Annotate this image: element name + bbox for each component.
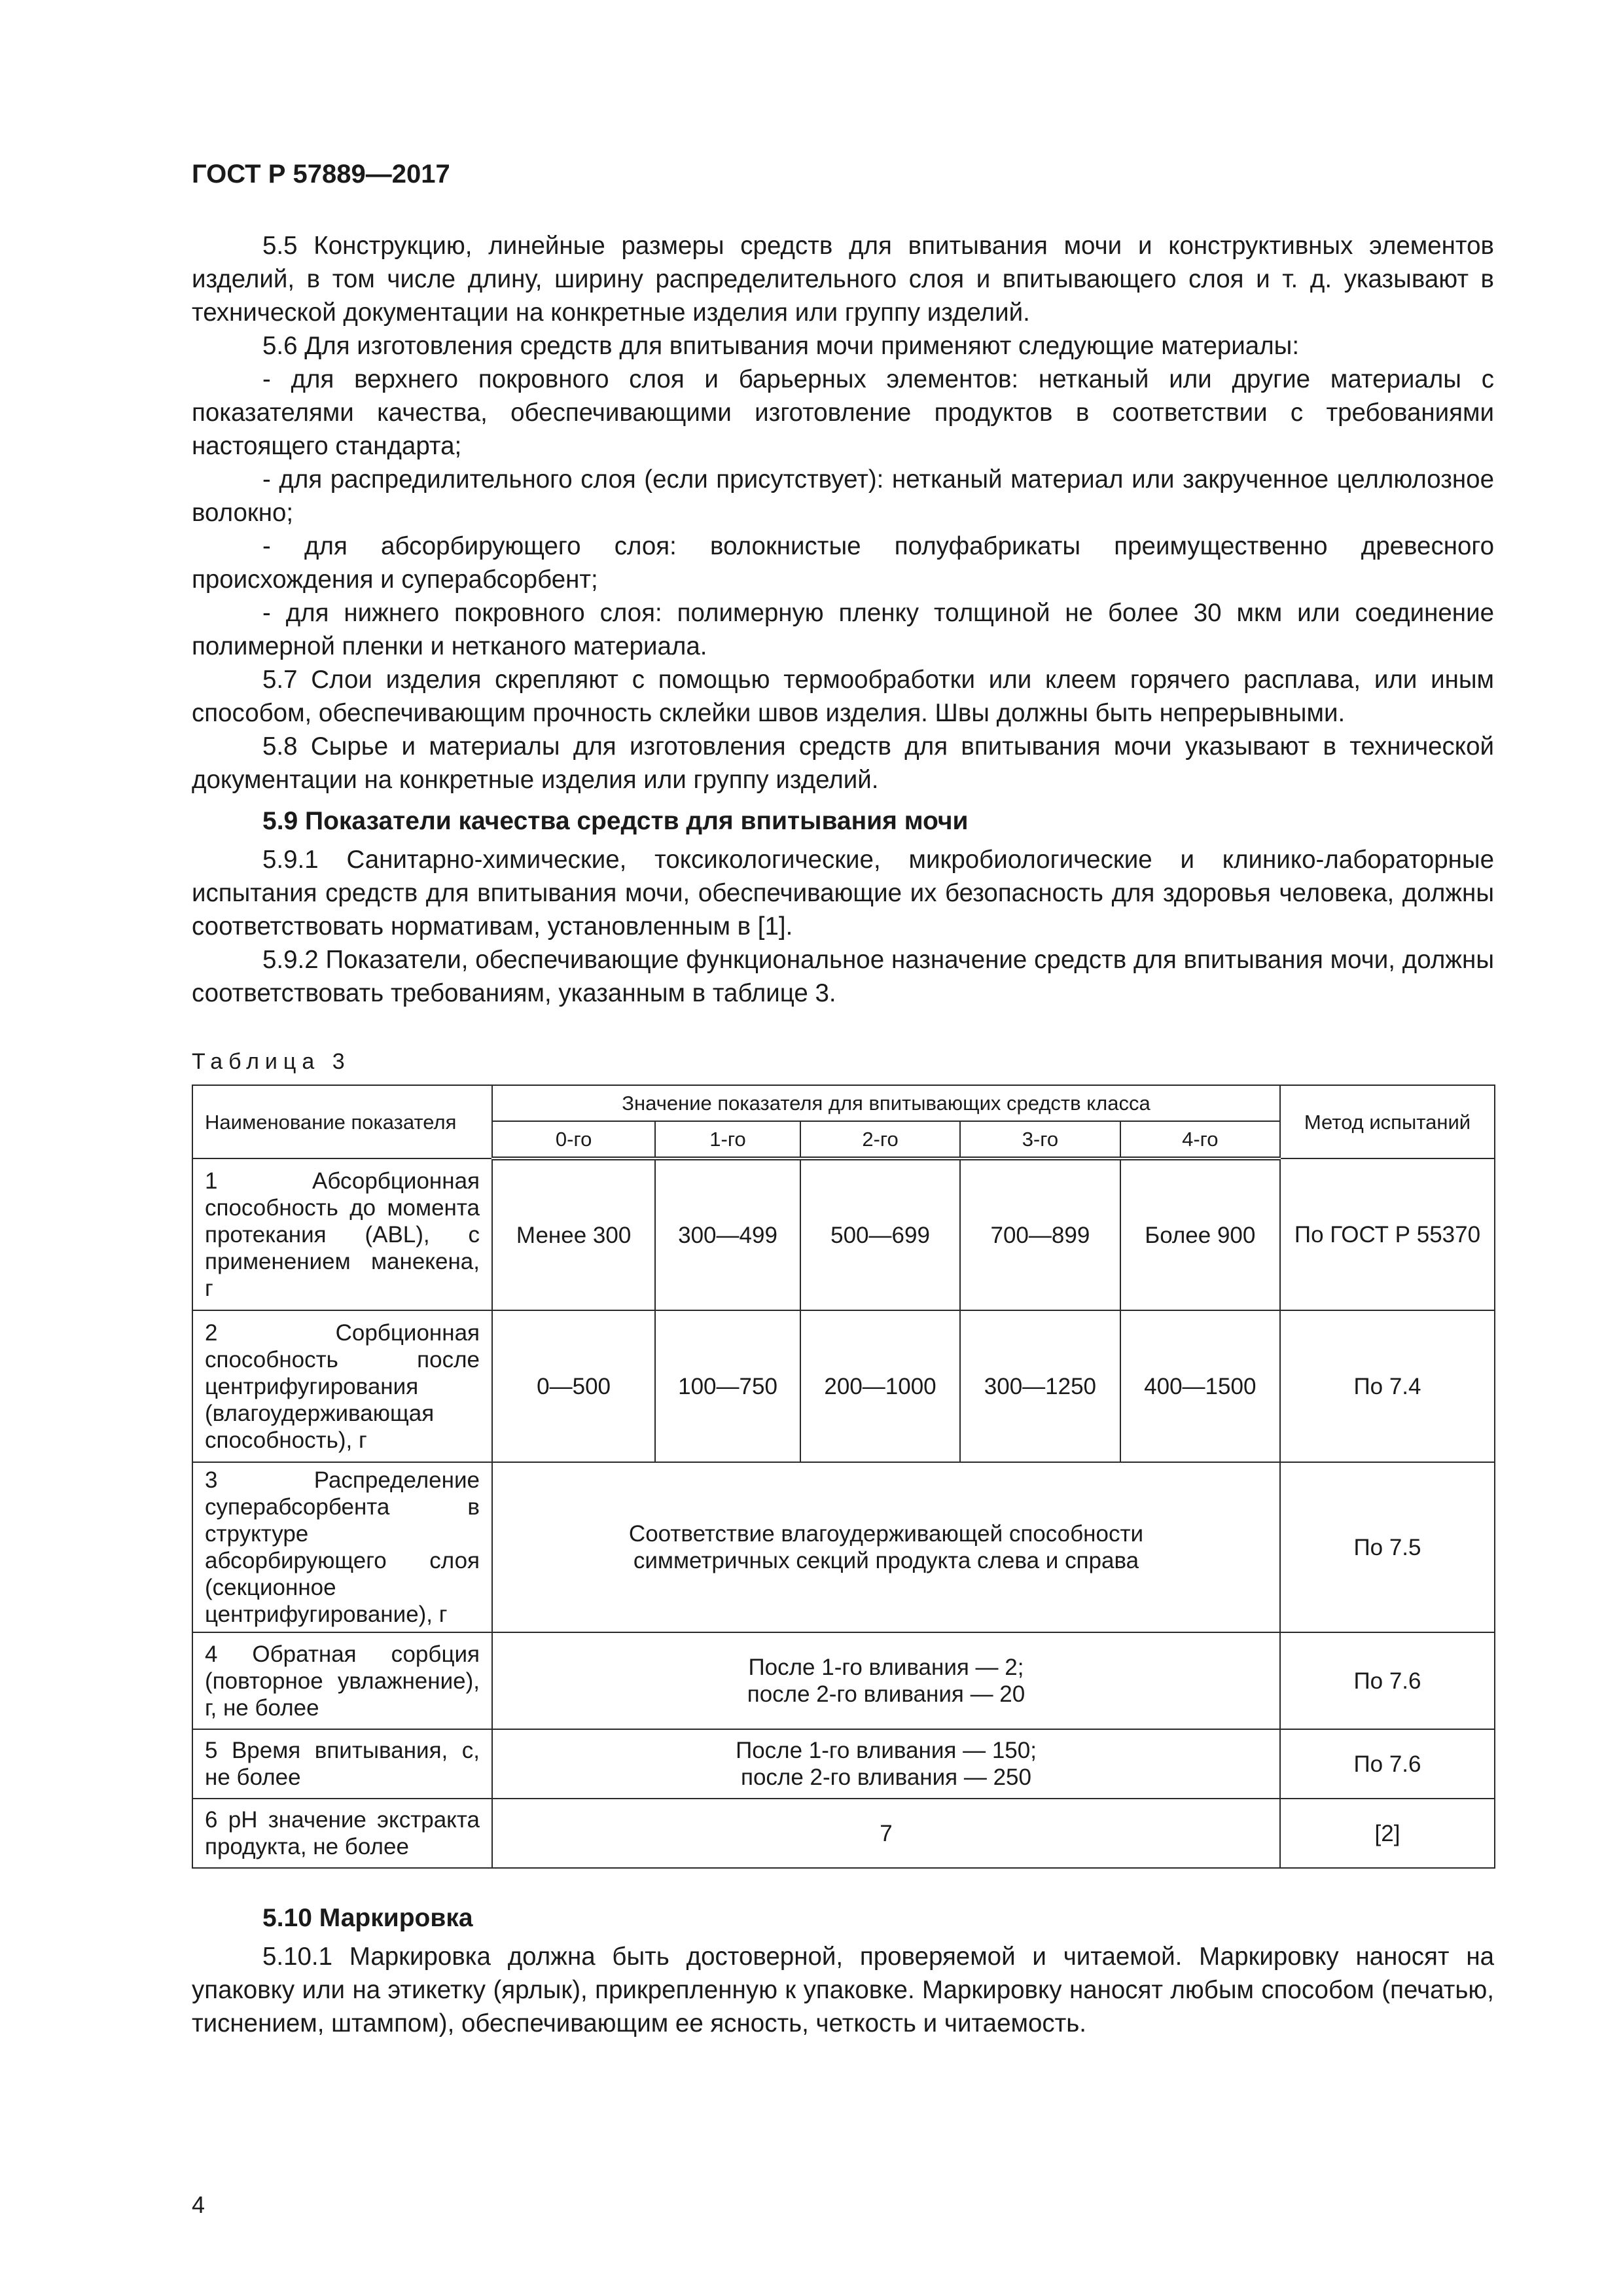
row-value: 200—1000: [800, 1310, 960, 1462]
row-name: 1 Абсорбционная способность до момента протекания (ABL), с применением манекена, г: [192, 1158, 492, 1310]
list-item-top-layer: - для верхнего покровного слоя и барьерных элементов: нетканый или другие материалы с показателями качества, обеспечивающими изготовление продуктов в соответствии с требованиями настоящего стандарта;: [192, 365, 1494, 460]
page-number: 4: [192, 2191, 205, 2218]
row-name: 4 Обратная сорбция (повторное увлажнение), г, не более: [192, 1632, 492, 1729]
row-method: По 7.6: [1280, 1632, 1495, 1729]
list-item-distribution-layer: - для распредилительного слоя (если присутствует): нетканый материал или закрученное целлюлозное волокно;: [192, 465, 1494, 527]
paragraph-5-5: 5.5 Конструкцию, линейные размеры средств для впитывания мочи и конструктивных элементов изделий, в том числе длину, ширину распределительного слоя и впитывающего слоя и т. д. указывают в технической документации на конкретные изделия или группу изделий.: [192, 232, 1494, 327]
paragraph-5-8: 5.8 Сырье и материалы для изготовления средств для впитывания мочи указывают в технической документации на конкретные изделия или группу изделий.: [192, 732, 1494, 794]
merged-value-line: симметричных секций продукта слева и справа: [633, 1548, 1139, 1573]
column-header-class-0: 0-го: [492, 1121, 655, 1158]
table-row: [192, 1462, 1495, 1632]
table-row: [192, 1799, 1495, 1868]
row-merged-value: [492, 1729, 1280, 1799]
table-row: [192, 1632, 1495, 1729]
table-row: [192, 1310, 1495, 1462]
table-caption: Таблица 3: [192, 1049, 351, 1074]
column-header-class-4: 4-го: [1120, 1121, 1280, 1158]
document-body: [192, 229, 1494, 2040]
quality-indicators-table: [192, 1085, 1495, 1869]
row-value: 0—500: [492, 1310, 655, 1462]
row-value: 700—899: [960, 1158, 1120, 1310]
table-row: [192, 1729, 1495, 1799]
column-header-method: Метод испытаний: [1280, 1085, 1495, 1158]
column-header-name: Наименование показателя: [192, 1085, 492, 1158]
list-item-bottom-layer: - для нижнего покровного слоя: полимерную пленку толщиной не более 30 мкм или соединение полимерной пленки и нетканого материала.: [192, 599, 1494, 660]
row-merged-value: [492, 1462, 1280, 1632]
row-merged-value: [492, 1799, 1280, 1868]
row-name: 2 Сорбционная способность после центрифугирования (влагоудерживающая способность), г: [192, 1310, 492, 1462]
row-value: 100—750: [655, 1310, 800, 1462]
paragraph-5-10-1: 5.10.1 Маркировка должна быть достоверной, проверяемой и читаемой. Маркировку наносят на упаковку или на этикетку (ярлык), прикрепленную к упаковке. Маркировку наносят любым способом (печатью, тиснением, штампом), обеспечивающим ее ясность, четкость и читаемость.: [192, 1943, 1494, 2037]
row-name: 3 Распределение суперабсорбента в структуре абсорбирующего слоя (секционное центрифугирование), г: [192, 1462, 492, 1632]
merged-value-line: после 2-го вливания — 250: [741, 1765, 1031, 1790]
table-row: [192, 1158, 1495, 1310]
row-value: 500—699: [800, 1158, 960, 1310]
row-method: По 7.5: [1280, 1462, 1495, 1632]
merged-value-line: после 2-го вливания — 20: [747, 1681, 1026, 1707]
row-merged-value: [492, 1632, 1280, 1729]
row-value: Более 900: [1120, 1158, 1280, 1310]
row-method: [2]: [1280, 1799, 1495, 1868]
column-header-class-1: 1-го: [655, 1121, 800, 1158]
section-heading-5-9: 5.9 Показатели качества средств для впитывания мочи: [262, 807, 969, 835]
column-header-class-values: Значение показателя для впитывающих средств класса: [492, 1085, 1280, 1121]
section-heading-5-10: 5.10 Маркировка: [262, 1904, 473, 1932]
paragraph-5-6: 5.6 Для изготовления средств для впитывания мочи применяют следующие материалы:: [262, 332, 1300, 360]
paragraph-5-9-1: 5.9.1 Санитарно-химические, токсикологические, микробиологические и клинико-лабораторные испытания средств для впитывания мочи, обеспечивающие их безопасность для здоровья человека, должны соответствовать нормативам, установленным в [1].: [192, 846, 1494, 941]
row-method: По 7.4: [1280, 1310, 1495, 1462]
row-value: 400—1500: [1120, 1310, 1280, 1462]
row-value: Менее 300: [492, 1158, 655, 1310]
row-value: 300—499: [655, 1158, 800, 1310]
merged-value-line: После 1-го вливания — 150;: [736, 1738, 1037, 1763]
paragraph-5-7: 5.7 Слои изделия скрепляют с помощью термообработки или клеем горячего расплава, или иным способом, обеспечивающим прочность склейки швов изделия. Швы должны быть непрерывными.: [192, 666, 1494, 727]
merged-value-line: После 1-го вливания — 2;: [748, 1655, 1024, 1680]
row-value: 300—1250: [960, 1310, 1120, 1462]
row-name: 6 pH значение экстракта продукта, не более: [192, 1799, 492, 1868]
row-method: По 7.6: [1280, 1729, 1495, 1799]
column-header-class-3: 3-го: [960, 1121, 1120, 1158]
merged-value-line: Соответствие влагоудерживающей способности: [628, 1521, 1144, 1547]
column-header-class-2: 2-го: [800, 1121, 960, 1158]
section-5-10: [192, 1901, 1494, 2040]
standard-code-header: ГОСТ Р 57889—2017: [192, 160, 450, 188]
row-method: По ГОСТ Р 55370: [1280, 1158, 1495, 1310]
merged-value-line: 7: [880, 1820, 893, 1846]
row-name: 5 Время впитывания, с, не более: [192, 1729, 492, 1799]
paragraph-5-9-2: 5.9.2 Показатели, обеспечивающие функциональное назначение средств для впитывания мочи, должны соответствовать требованиям, указанным в таблице 3.: [192, 946, 1494, 1007]
list-item-absorbent-layer: - для абсорбирующего слоя: волокнистые полуфабрикаты преимущественно древесного происхождения и суперабсорбент;: [192, 532, 1494, 594]
